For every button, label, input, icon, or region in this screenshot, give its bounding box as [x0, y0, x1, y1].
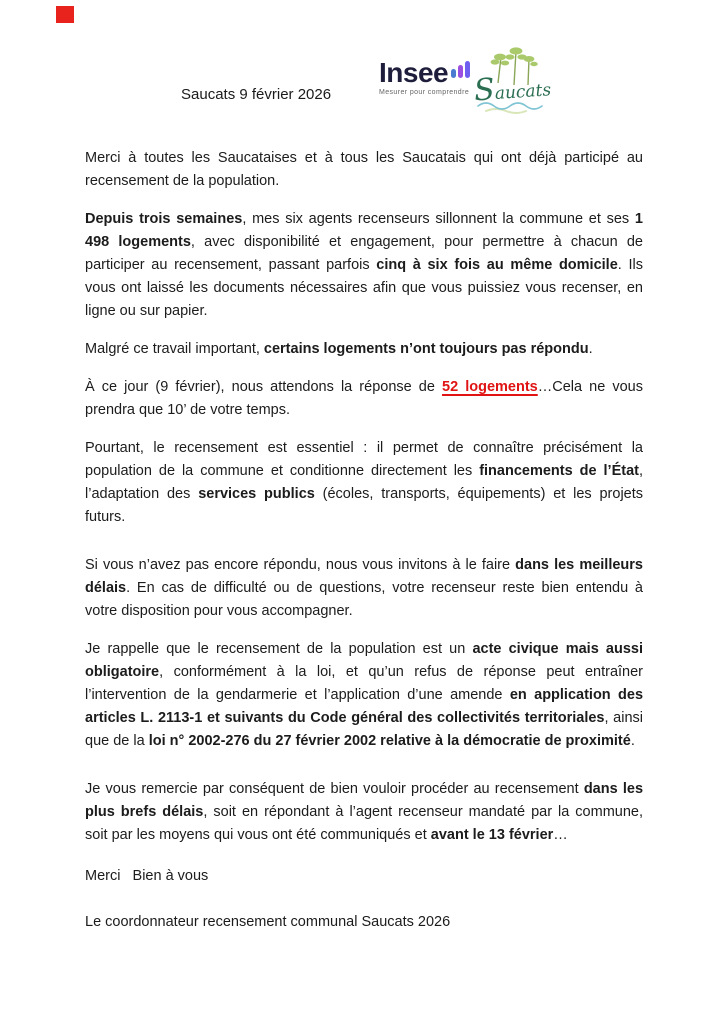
text-run: À ce jour (9 février), nous attendons la réponse de — [85, 379, 443, 395]
paragraph — [85, 638, 643, 753]
text-run: , avec disponibilité et engagement, pour permettre à chacun de participer au recensement, passant parfois — [85, 234, 643, 273]
letter-body — [85, 147, 643, 934]
text-run: 52 logements — [442, 379, 538, 395]
insee-wordmark: Insee — [379, 57, 449, 88]
insee-tagline: Mesurer pour comprendre — [379, 89, 470, 96]
text-run: Depuis trois semaines — [85, 211, 243, 227]
text-run: . — [630, 733, 635, 749]
paragraph — [85, 376, 643, 422]
text-run: dans les plus brefs délais — [85, 781, 644, 820]
paragraph — [85, 778, 643, 847]
paragraph — [85, 338, 643, 361]
text-run: financements de l’État — [479, 463, 639, 479]
text-run: , mes six agents recenseurs sillonnent la commune et ses — [242, 211, 635, 227]
text-run: Merci à toutes les Saucataises et à tous les Saucatais qui ont déjà participé au recensement de la population. — [85, 150, 643, 189]
text-run: , l’adaptation des — [85, 463, 643, 502]
text-run: certains logements n’ont toujours pas répondu — [263, 341, 589, 357]
red-marker-square — [56, 6, 74, 23]
text-run: . En cas de difficulté ou de questions, votre recenseur reste bien entendu à votre disposition pour vous accompagner. — [85, 580, 643, 619]
paragraph — [85, 554, 643, 623]
text-run: Je rappelle que le recensement de la population est un — [85, 641, 473, 657]
paragraph — [85, 437, 643, 529]
text-run: Je vous remercie par conséquent de bien vouloir procéder au recensement — [85, 781, 584, 797]
text-run: . Ils vous ont laissé les documents nécessaires afin que vous puissiez vous recenser, en ligne ou sur papier. — [85, 257, 643, 319]
text-run: Pourtant, le recensement est essentiel : il permet de connaître précisément la population de la commune et conditionne directement les — [85, 440, 643, 479]
text-run: (écoles, transports, équipements) et les projets futurs. — [85, 486, 644, 525]
text-run: Si vous n’avez pas encore répondu, nous vous invitons à le faire — [85, 557, 516, 573]
closing-line: Merci Bien à vous — [85, 868, 209, 884]
signature-line: Le coordonnateur recensement communal Saucats 2026 — [85, 914, 451, 930]
text-run: , ainsi que de la — [85, 710, 643, 749]
text-run: services publics — [198, 486, 315, 502]
text-run: acte civique mais aussi obligatoire — [85, 641, 643, 680]
paragraph — [85, 208, 643, 323]
saucats-logo — [472, 45, 552, 121]
text-run: dans les meilleurs délais — [85, 557, 643, 596]
text-run: …Cela ne vous prendra que 10’ de votre temps. — [85, 379, 644, 418]
text-run: … — [553, 827, 568, 843]
text-run: en application des articles L. 2113-1 et suivants du Code général des collectivités territoriales — [85, 687, 644, 726]
paragraph — [85, 147, 643, 193]
insee-bars-icon — [451, 61, 470, 78]
text-run: cinq à six fois au même domicile — [376, 257, 618, 273]
text-run: Malgré ce travail important, — [85, 341, 264, 357]
insee-logo — [379, 57, 470, 96]
text-run: loi n° 2002-276 du 27 février 2002 relative à la démocratie de proximité — [148, 733, 631, 749]
text-run: avant le 13 février — [430, 827, 554, 843]
text-run: , conformément à la loi, et qu’un refus de réponse peut entraîner l’intervention de la gendarmerie et l’application d’une amende — [85, 664, 643, 703]
saucats-wordmark: Saucats — [472, 72, 552, 109]
text-run: 1 498 logements — [85, 211, 643, 250]
text-run: . — [588, 341, 593, 357]
text-run: , soit en répondant à l’agent recenseur mandaté par la commune, soit par les moyens qui vous ont été communiqués et — [85, 804, 643, 843]
date-line: Saucats 9 février 2026 — [181, 86, 332, 103]
